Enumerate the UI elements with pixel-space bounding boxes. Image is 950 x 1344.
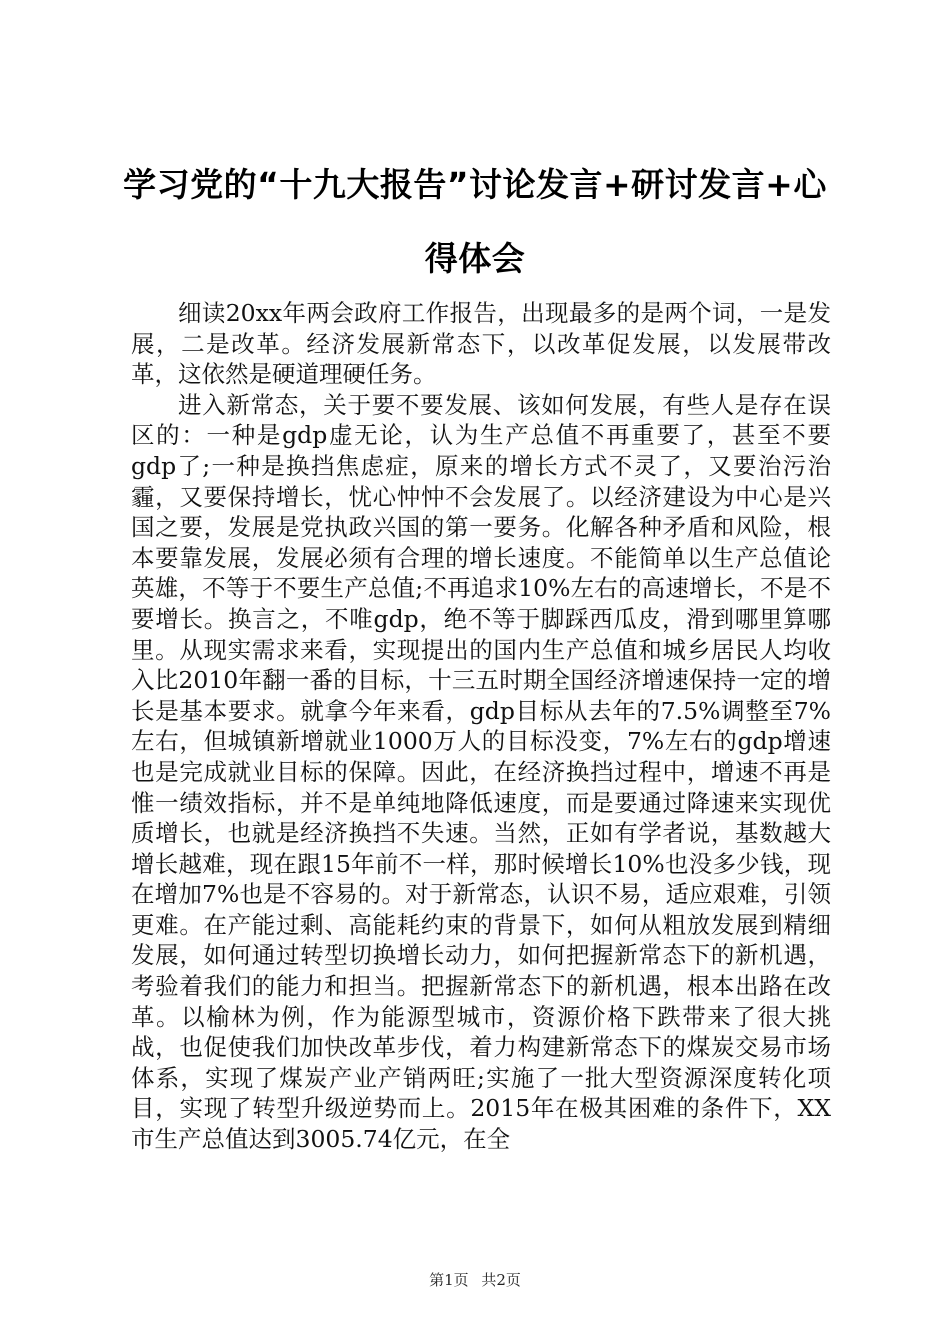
body-paragraph-2: 进入新常态，关于要不要发展、该如何发展，有些人是存在误区的：一种是gdp虚无论，认为生产总值不再重要了，甚至不要gdp了;一种是换挡焦虑症，原来的增长方式不灵了，又要治污治霾，又要保持增长，忧心忡忡不会发展了。以经济建设为中心是兴国之要，发展是党执政兴国的第一要务。化解各种矛盾和风险，根本要靠发展，发展必须有合理的增长速度。不能简单以生产总值论英雄，不等于不要生产总值;不再追求10%左右的高速增长，不是不要增长。换言之，不唯gdp，绝不等于脚踩西瓜皮，滑到哪里算哪里。从现实需求来看，实现提出的国内生产总值和城乡居民人均收入比2010年翻一番的目标，十三五时期全国经济增速保持一定的增长是基本要求。就拿今年来看，gdp目标从去年的7.5%调整至7%左右，但城镇新增就业1000万人的目标没变，7%左右的gdp增速也是完成就业目标的保障。因此，在经济换挡过程中，增速不再是惟一绩效指标，并不是单纯地降低速度，而是要通过降速来实现优质增长，也就是经济换挡不失速。当然，正如有学者说，基数越大增长越难，现在跟15年前不一样，那时候增长10%也没多少钱，现在增加7%也是不容易的。对于新常态，认识不易，适应艰难，引领更难。在产能过剩、高能耗约束的背景下，如何从粗放发展到精细发展，如何通过转型切换增长动力，如何把握新常态下的新机遇，考验着我们的能力和担当。把握新常态下的新机遇，根本出路在改革。以榆林为例，作为能源型城市，资源价格下跌带来了很大挑战，也促使我们加快改革步伐，着力构建新常态下的煤炭交易市场体系，实现了煤炭产业产销两旺;实施了一批大型资源深度转化项目，实现了转型升级逆势而上。2015年在极其困难的条件下，XX市生产总值达到3005.74亿元，在全 bbox=[131, 390, 831, 1154]
document-title: 学习党的“十九大报告”讨论发言+研讨发言+心得体会 bbox=[123, 165, 827, 278]
body-paragraph-1: 细读20xx年两会政府工作报告，出现最多的是两个词，一是发展，二是改革。经济发展新常态下，以改革促发展，以发展带改革，这依然是硬道理硬任务。 bbox=[131, 299, 831, 389]
page-number: 第1页 bbox=[429, 1271, 469, 1289]
page-total: 共2页 bbox=[481, 1271, 521, 1289]
document-body bbox=[131, 298, 831, 1155]
page-footer bbox=[0, 1270, 950, 1290]
